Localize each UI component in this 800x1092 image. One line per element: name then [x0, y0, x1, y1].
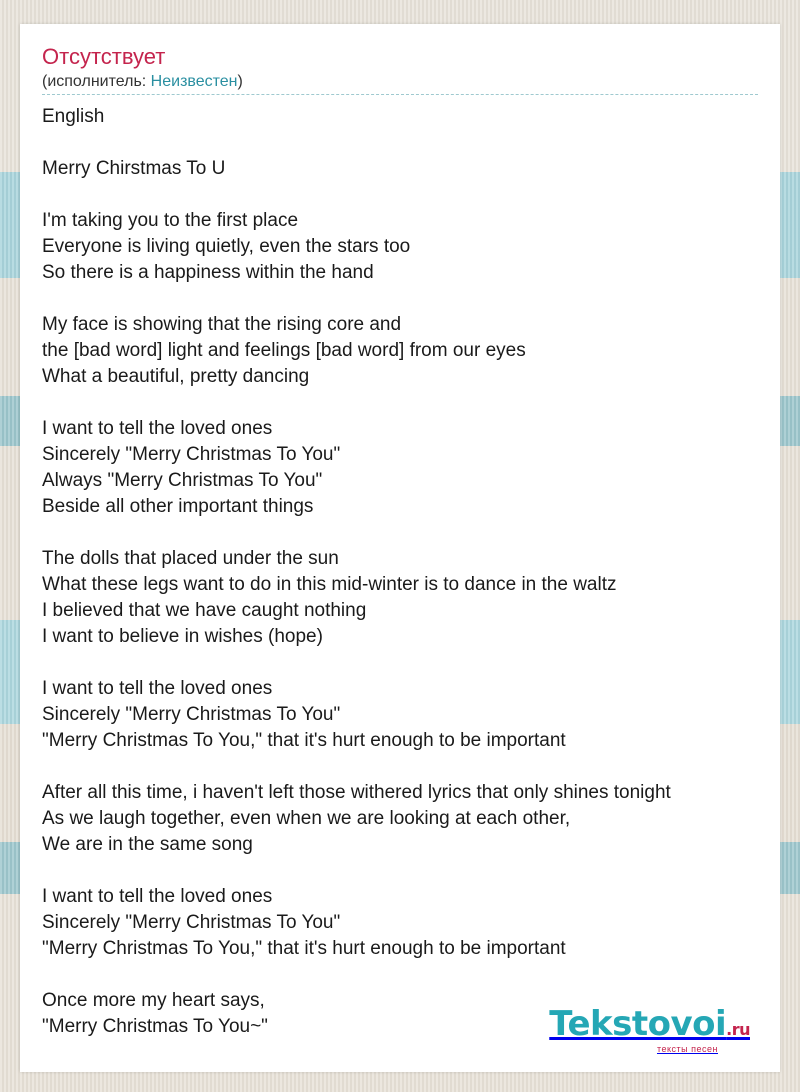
lyric-line [42, 962, 758, 988]
lyric-line: English [42, 106, 105, 127]
lyric-line: I believed that we have caught nothing [42, 600, 367, 621]
lyric-line [42, 182, 758, 208]
lyric-line: I'm taking you to the first place [42, 210, 299, 231]
lyric-line [42, 390, 758, 416]
artist-line [42, 73, 243, 91]
header-divider [42, 94, 758, 95]
lyric-line: I want to tell the loved ones [42, 418, 273, 439]
lyric-line [42, 754, 758, 780]
logo-tagline: тексты песен [656, 1044, 718, 1054]
lyric-line: Everyone is living quietly, even the stars too [42, 236, 411, 257]
lyric-line: I want to tell the loved ones [42, 886, 273, 907]
site-logo[interactable] [549, 1006, 750, 1054]
lyric-line: the [bad word] light and feelings [bad word] from our eyes [42, 340, 526, 361]
lyric-line [42, 650, 758, 676]
logo-wordmark [549, 1006, 750, 1048]
lyric-line [42, 858, 758, 884]
lyric-line: "Merry Christmas To You," that it's hurt enough to be important [42, 730, 566, 751]
lyric-line: Sincerely "Merry Christmas To You" [42, 444, 341, 465]
lyric-line [42, 286, 758, 312]
lyric-line: Sincerely "Merry Christmas To You" [42, 704, 341, 725]
lyric-line: Always "Merry Christmas To You" [42, 470, 323, 491]
artist-prefix: (исполнитель: [42, 73, 151, 90]
song-title: Отсутствует [42, 44, 166, 69]
lyric-line: Beside all other important things [42, 496, 314, 517]
lyric-line [42, 520, 758, 546]
artist-link[interactable]: Неизвестен [150, 73, 238, 90]
logo-word: Tekstovoi [549, 1004, 727, 1044]
lyric-line: So there is a happiness within the hand [42, 262, 374, 283]
lyric-line: Sincerely "Merry Christmas To You" [42, 912, 341, 933]
artist-suffix: ) [237, 73, 243, 90]
lyric-line: What these legs want to do in this mid-winter is to dance in the waltz [42, 574, 617, 595]
lyric-line: We are in the same song [42, 834, 253, 855]
lyric-line: The dolls that placed under the sun [42, 548, 339, 569]
lyric-line: Merry Chirstmas To U [42, 158, 226, 179]
logo-tld: .ru [726, 1020, 750, 1039]
lyric-line: My face is showing that the rising core and [42, 314, 402, 335]
lyric-line: As we laugh together, even when we are looking at each other, [42, 808, 571, 829]
lyrics-text [42, 104, 758, 1040]
lyric-line: After all this time, i haven't left those withered lyrics that only shines tonight [42, 782, 671, 803]
lyric-line [42, 130, 758, 156]
lyric-line: What a beautiful, pretty dancing [42, 366, 310, 387]
lyric-line: "Merry Christmas To You," that it's hurt enough to be important [42, 938, 566, 959]
lyric-line: I want to believe in wishes (hope) [42, 626, 323, 647]
lyric-line: Once more my heart says, [42, 990, 265, 1011]
lyric-line: "Merry Christmas To You~" [42, 1016, 268, 1037]
lyrics-page [20, 24, 780, 1072]
lyric-line: I want to tell the loved ones [42, 678, 273, 699]
